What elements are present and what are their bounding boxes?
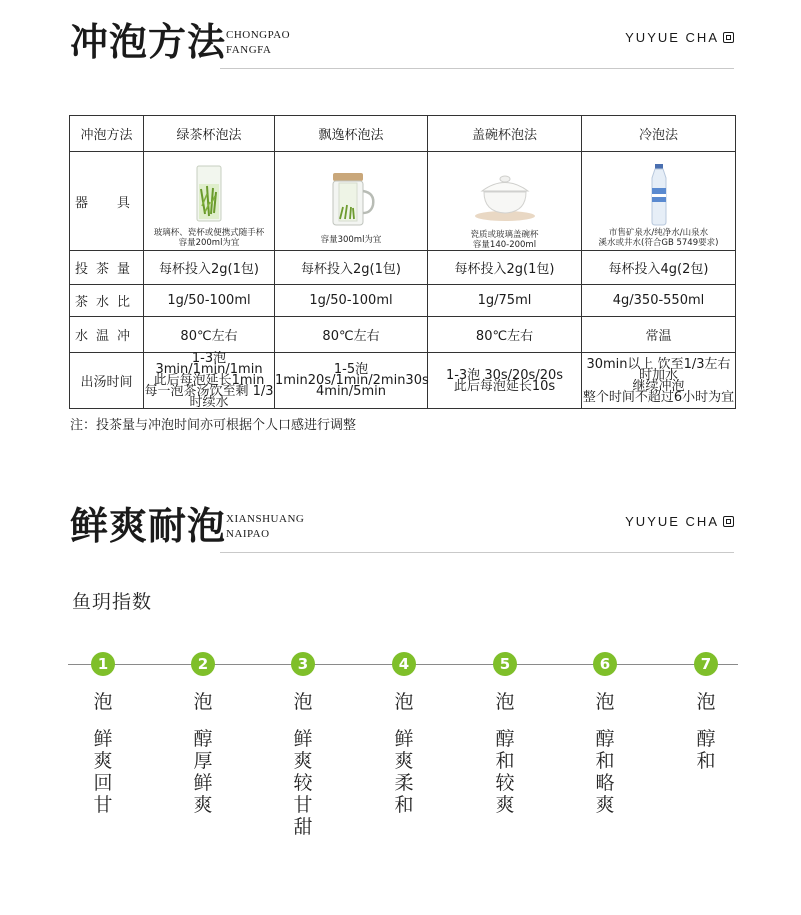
step-description: 鲜爽回甘 [93, 728, 113, 816]
step-level: 泡 [193, 691, 213, 713]
table-cell: 80℃左右 [144, 317, 275, 353]
infuser-mug-icon [275, 171, 427, 231]
water-bottle-icon [582, 164, 735, 224]
row-label: 茶水比 [70, 285, 144, 317]
step-level: 泡 [394, 691, 414, 713]
step-level: 泡 [696, 691, 716, 713]
table-header-cell: 盖碗杯泡法 [428, 116, 582, 152]
section-header-freshness [70, 504, 734, 554]
table-cell: 1g/50-100ml [275, 285, 428, 317]
index-step [492, 652, 518, 816]
section-title-en-line1: XIANSHUANG [226, 513, 305, 525]
time-line: 整个时间不超过6小时为宜 [582, 389, 735, 405]
vessel-cell [582, 152, 736, 251]
section-title: 冲泡方法 [70, 19, 227, 64]
header-divider [220, 68, 734, 69]
step-level: 泡 [495, 691, 515, 713]
table-row-temperature [70, 317, 736, 353]
row-label: 投茶量 [70, 251, 144, 285]
table-row-vessel [70, 152, 736, 251]
brand-name: YUYUE CHA [625, 30, 719, 45]
section-title-en-line2: NAIPAO [226, 528, 270, 540]
table-cell: 80℃左右 [275, 317, 428, 353]
index-step [290, 652, 316, 838]
table-cell: 1g/50-100ml [144, 285, 275, 317]
step-number-badge: 4 [392, 652, 416, 676]
table-cell: 1g/75ml [428, 285, 582, 317]
vessel-caption: 容量140-200ml [472, 240, 537, 250]
index-title: 鱼玥指数 [72, 591, 153, 613]
table-header-cell: 冷泡法 [582, 116, 736, 152]
table-cell [428, 353, 582, 409]
vessel-caption: 容量200ml为宜 [178, 238, 240, 248]
table-cell: 每杯投入4g(2包) [582, 251, 736, 285]
index-step [693, 652, 719, 772]
vessel-cell [275, 152, 428, 251]
brewing-method-table [69, 115, 736, 409]
step-number-badge: 2 [191, 652, 215, 676]
step-level: 泡 [93, 691, 113, 713]
time-line: 继续冲泡 [632, 378, 685, 394]
table-row-ratio [70, 285, 736, 317]
step-description: 鲜爽柔和 [394, 728, 414, 816]
table-header-cell: 飘逸杯泡法 [275, 116, 428, 152]
table-header-cell: 绿茶杯泡法 [144, 116, 275, 152]
glass-cup-icon [144, 164, 274, 224]
time-line: 1-5泡 1min20s/1min/2min30s [275, 362, 429, 388]
table-cell [582, 353, 736, 409]
table-cell [144, 353, 275, 409]
table-header-row [70, 116, 736, 152]
step-number-badge: 1 [91, 652, 115, 676]
header-divider [220, 552, 734, 553]
section-header-brewing [70, 20, 734, 70]
time-line: 此后每泡延长1min [153, 373, 265, 388]
section-title-en [226, 28, 290, 58]
index-step [592, 652, 618, 816]
time-line: 每一泡茶汤饮至剩 1/3 时续水 [144, 384, 274, 410]
vessel-cell [144, 152, 275, 251]
brand-logo [625, 514, 734, 529]
table-cell: 每杯投入2g(1包) [144, 251, 275, 285]
brand-logo [625, 30, 734, 45]
time-line: 30min以上 饮至1/3左右时加水 [586, 356, 731, 383]
brand-name: YUYUE CHA [625, 514, 719, 529]
index-step [90, 652, 116, 816]
time-line: 此后每泡延长10s [453, 378, 556, 394]
table-cell: 常温 [582, 317, 736, 353]
row-label: 水温冲 [70, 317, 144, 353]
row-label: 出汤时间 [70, 353, 144, 409]
step-description: 醇和略爽 [595, 728, 615, 816]
table-cell: 每杯投入2g(1包) [428, 251, 582, 285]
seal-icon [723, 516, 734, 527]
gaiwan-icon [428, 166, 581, 226]
time-line: 1-3泡 3min/1min/1min [155, 351, 263, 377]
step-number-badge: 6 [593, 652, 617, 676]
index-step [190, 652, 216, 816]
step-description: 醇和 [696, 728, 716, 772]
table-cell: 每杯投入2g(1包) [275, 251, 428, 285]
table-header-cell: 冲泡方法 [70, 116, 144, 152]
step-number-badge: 5 [493, 652, 517, 676]
vessel-cell [428, 152, 582, 251]
section-title-en-line1: CHONGPAO [226, 29, 291, 41]
vessel-caption: 市售矿泉水/纯净水/山泉水 [608, 228, 709, 238]
table-row-dosage [70, 251, 736, 285]
table-cell: 80℃左右 [428, 317, 582, 353]
vessel-caption: 溪水或井水(符合GB 5749要求) [598, 238, 719, 248]
table-cell [275, 353, 428, 409]
step-description: 醇和较爽 [495, 728, 515, 816]
step-number-badge: 7 [694, 652, 718, 676]
step-description: 鲜爽较甘甜 [293, 728, 313, 838]
time-line: 4min/5min [316, 384, 386, 399]
time-line: 1-3泡 30s/20s/20s [445, 367, 564, 383]
step-level: 泡 [595, 691, 615, 713]
index-step [391, 652, 417, 816]
table-row-steep-time [70, 353, 736, 409]
step-description: 醇厚鲜爽 [193, 728, 213, 816]
seal-icon [723, 32, 734, 43]
section-title: 鲜爽耐泡 [70, 503, 227, 548]
vessel-caption: 容量300ml为宜 [320, 235, 382, 245]
section-title-en [226, 512, 304, 542]
table-note: 注：投茶量与冲泡时间亦可根据个人口感进行调整 [70, 418, 357, 433]
row-label: 器 具 [70, 152, 144, 251]
step-level: 泡 [293, 691, 313, 713]
section-title-en-line2: FANGFA [226, 44, 272, 56]
vessel-caption: 玻璃杯、瓷杯或便携式随手杯 [153, 228, 265, 238]
vessel-caption: 瓷质或玻璃盖碗杯 [470, 230, 539, 240]
step-number-badge: 3 [291, 652, 315, 676]
table-cell: 4g/350-550ml [582, 285, 736, 317]
